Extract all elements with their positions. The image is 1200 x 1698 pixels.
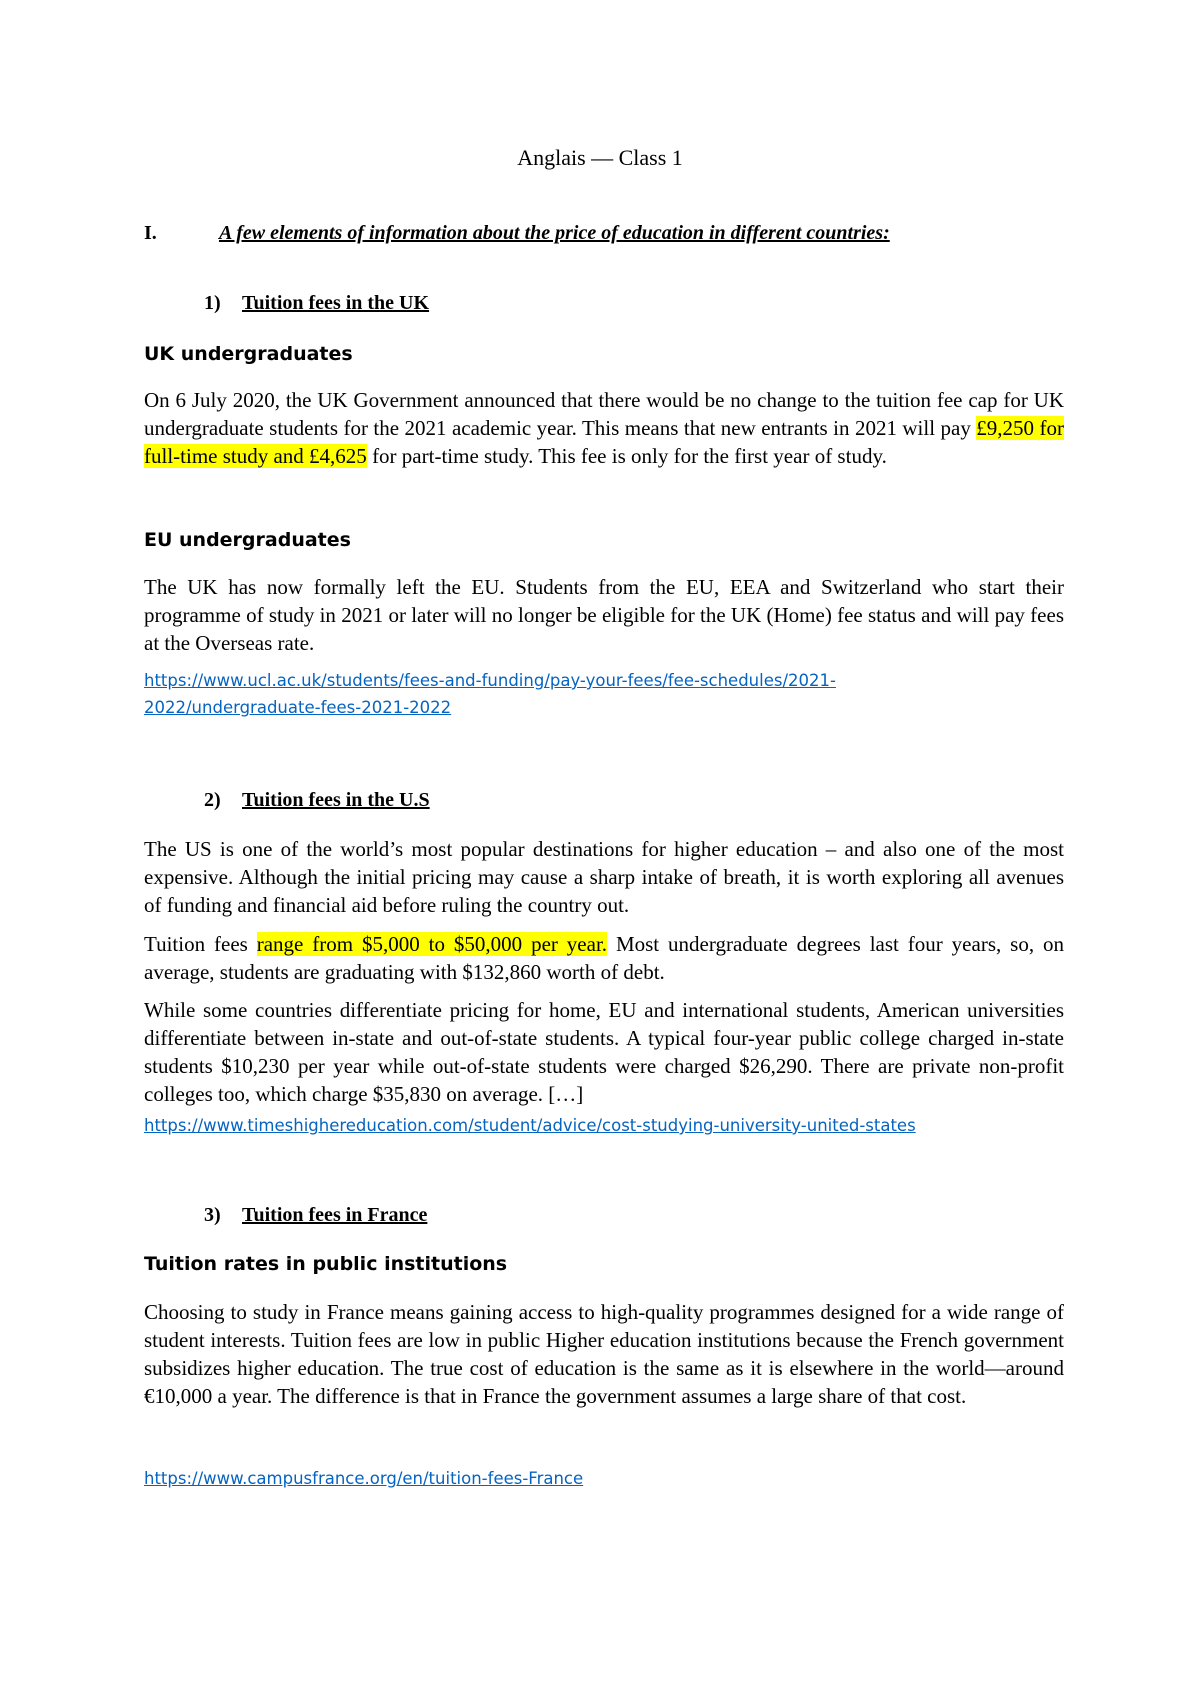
us-heading xyxy=(204,789,430,812)
us-paragraph-3: While some countries differentiate pricing for home, EU and international students, American universities differentiate between in-state and out-of-state students. A typical four-year public college charged in-state students $10,230 per year while out-of-state students were charged $26,290. There are private non-profit colleges too, which charge $35,830 on average. […] xyxy=(144,998,1064,1106)
uk-undergrad-label: UK undergraduates xyxy=(144,343,353,365)
us-para2-before: Tuition fees xyxy=(144,932,257,956)
document-title: Anglais — Class 1 xyxy=(517,145,683,170)
france-heading xyxy=(204,1204,427,1227)
section-heading-text: A few elements of information about the price of education in different countries: xyxy=(219,222,890,244)
ucl-link-line1[interactable]: https://www.ucl.ac.uk/students/fees-and-funding/pay-your-fees/fee-schedules/2021- xyxy=(144,671,836,690)
france-heading-text: Tuition fees in France xyxy=(242,1204,428,1226)
uk-undergrad-paragraph xyxy=(144,386,1064,470)
uk-fee-highlight: £9,250 for full-time study and £4,625 xyxy=(144,416,1064,468)
section-heading xyxy=(144,222,1064,245)
france-label: Tuition rates in public institutions xyxy=(144,1253,508,1275)
uk-undergrad-text-before: On 6 July 2020, the UK Government announced that there would be no change to the tuition fee cap for UK undergraduate students for the 2021 academic year. This means that new entrants in 2021 will pay xyxy=(144,388,1064,440)
campusfrance-link[interactable]: https://www.campusfrance.org/en/tuition-fees-France xyxy=(144,1469,584,1488)
us-fee-highlight: range from $5,000 to $50,000 per year. xyxy=(256,932,608,956)
france-paragraph: Choosing to study in France means gaining access to high-quality programmes designed for a wide range of student interests. Tuition fees are low in public Higher education institutions because the French government subsidizes higher education. The true cost of education is the same as it is elsewhere in the world—around €10,000 a year. The difference is that in France the government assumes a large share of that cost. xyxy=(144,1300,1064,1408)
eu-undergrad-paragraph: The UK has now formally left the EU. Students from the EU, EEA and Switzerland who start their programme of study in 2021 or later will no longer be eligible for the UK (Home) fee status and will pay fees at the Overseas rate. xyxy=(144,575,1064,655)
times-link[interactable]: https://www.timeshighereducation.com/student/advice/cost-studying-university-united-states xyxy=(144,1116,916,1135)
section-number: I. xyxy=(144,222,157,244)
us-para2-after: Most undergraduate degrees last four years, so, on average, students are graduating with $132,860 worth of debt. xyxy=(144,932,1064,984)
uk-number: 1) xyxy=(204,292,221,314)
eu-undergrad-label: EU undergraduates xyxy=(144,529,351,551)
uk-heading-text: Tuition fees in the UK xyxy=(242,292,430,314)
ucl-link-line2[interactable]: 2022/undergraduate-fees-2021-2022 xyxy=(144,698,452,717)
uk-heading xyxy=(204,292,429,315)
us-paragraph-2 xyxy=(144,930,1064,986)
ucl-link[interactable] xyxy=(144,667,836,721)
us-paragraph-1: The US is one of the world’s most popular destinations for higher education – and also one of the most expensive. Although the initial pricing may cause a sharp intake of breath, it is worth exploring all avenues of funding and financial aid before ruling the country out. xyxy=(144,837,1064,917)
us-number: 2) xyxy=(204,789,221,811)
uk-undergrad-text-after: for part-time study. This fee is only for the first year of study. xyxy=(366,444,887,468)
france-number: 3) xyxy=(204,1204,221,1226)
us-heading-text: Tuition fees in the U.S xyxy=(242,789,430,811)
